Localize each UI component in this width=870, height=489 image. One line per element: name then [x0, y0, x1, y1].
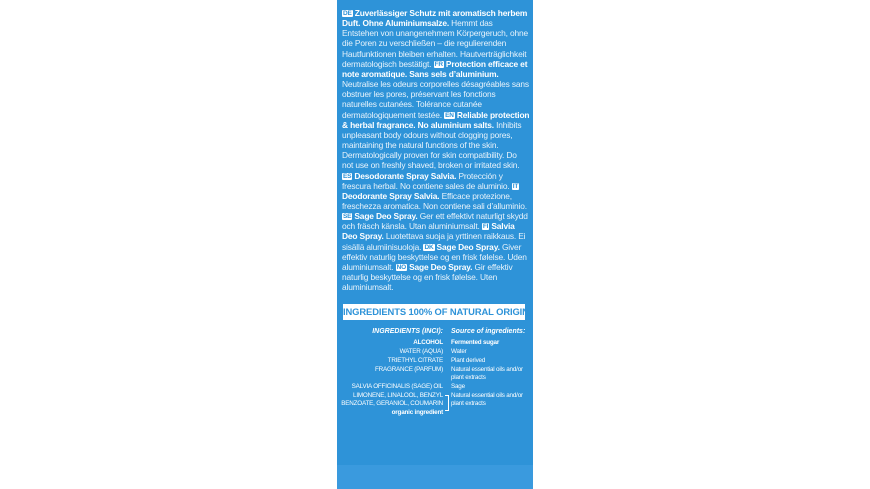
organic-ingredient-note: organic ingredient: [391, 409, 443, 416]
section-fr-text: Neutralise les odeurs corporelles désagréables sans obstruer les pores, préservant les fonctions naturelles cutanées. Tolérance cutanée dermatologiquement testée.: [342, 79, 529, 120]
ingredient-citrate-source: Plant derived: [451, 357, 486, 364]
ingredient-alcohol-source: Fermented sugar: [451, 339, 500, 346]
lang-tag-es: ES: [343, 172, 352, 180]
ingredient-limonene-source-1: Natural essential oils and/or: [451, 392, 523, 399]
section-no-text: Gir effektiv naturlig beskyttelse og en frisk følelse. Uten aluminiumsalt.: [342, 261, 513, 293]
section-fi-headline: Salvia Deo Spray.: [342, 221, 515, 242]
section-de-text: Hemmt das Entstehen von unangenehmem Körpergeruch, ohne die Poren zu verschließen – die regulierenden Hautfunktionen bleiben erhalten. Hautverträglichkeit dermatologisch bestätigt.: [342, 18, 529, 69]
section-it-headline: Deodorante Spray Salvia.: [342, 190, 440, 201]
ingredient-water-source: Water: [451, 348, 467, 355]
section-se-headline: Sage Deo Spray.: [354, 211, 418, 222]
ingredient-water: WATER (AQUA): [399, 348, 443, 355]
lang-tag-de: DE: [343, 10, 352, 17]
section-es-text: Protección y frescura herbal. No contiene sales de aluminio.: [342, 170, 512, 191]
ingredient-salvia: SALVIA OFFICINALIS (SAGE) OIL: [351, 383, 443, 390]
ingredient-salvia-source: Sage: [451, 383, 465, 390]
ingredient-citrate: TRIETHYL CITRATE: [387, 357, 443, 364]
section-en-headline: Reliable protection & herbal fragrance. No aluminium salts.: [342, 109, 530, 130]
ingredient-limonene: LIMONENE, LINALOOL, BENZYL: [353, 392, 443, 399]
lang-tag-en: EN: [445, 111, 454, 119]
ingredient-alcohol: ALCOHOL: [413, 339, 443, 346]
ingredient-limonene-source-2: plant extracts: [451, 400, 486, 407]
section-dk-headline: Sage Deo Spray.: [436, 241, 500, 252]
ingredients-inci-header: INGREDIENTS (INCI):: [372, 328, 443, 335]
ingredient-fragrance: FRAGRANCE (PARFUM): [375, 366, 443, 373]
lang-tag-fr: FR: [434, 60, 443, 68]
natural-origin-banner: INGREDIENTS 100% OF NATURAL ORIGIN: [343, 304, 525, 320]
lang-tag-no: NO: [396, 263, 407, 271]
ingredient-fragrance-source-2: plant extracts: [451, 374, 486, 381]
ingredient-fragrance-source-1: Natural essential oils and/or: [451, 366, 523, 373]
section-de-headline: Zuverlässiger Schutz mit aromatisch herbem Duft. Ohne Aluminiumsalze.: [342, 8, 528, 29]
section-se-text: Ger ett effektivt naturligt skydd och fräsch känsla. Utan aluminiumsalt.: [342, 211, 528, 232]
ingredients-source-header: Source of ingredients:: [451, 328, 526, 335]
section-no-headline: Sage Deo Spray.: [409, 261, 473, 272]
panel-bottom-edge: [337, 465, 533, 489]
section-en-text: Inhibits unpleasant body odours without clogging pores, maintaining the natural functions of the skin. Dermatologically proven for skin compatibility. Do not use on freshly shaved, broken or irritated skin.: [342, 119, 522, 171]
lang-tag-fi: FI: [482, 223, 489, 231]
section-es-headline: Desodorante Spray Salvia.: [354, 170, 457, 181]
ingredient-bracket: [445, 395, 449, 411]
lang-tag-it: IT: [512, 182, 519, 190]
section-dk-text: Giver effektiv naturlig beskyttelse og en frisk følelse. Uden aluminiumsalt.: [342, 241, 527, 272]
section-es: [342, 171, 512, 191]
multilingual-description: [342, 8, 530, 292]
lang-tag-dk: DK: [424, 243, 434, 251]
lang-tag-se: SE: [343, 213, 352, 221]
ingredient-benzoate: BENZOATE, GERANIOL, COUMARIN: [341, 400, 443, 407]
section-fi-text: Luotettava suoja ja yrttinen raikkaus. Ei sisällä alumiinisuoloja.: [342, 231, 526, 252]
section-it-text: Efficace protezione, freschezza aromatica. Non contiene sali d’alluminio.: [342, 190, 527, 211]
section-fr-headline: Protection efficace et note aromatique. Sans sels d’aluminium.: [342, 58, 528, 79]
